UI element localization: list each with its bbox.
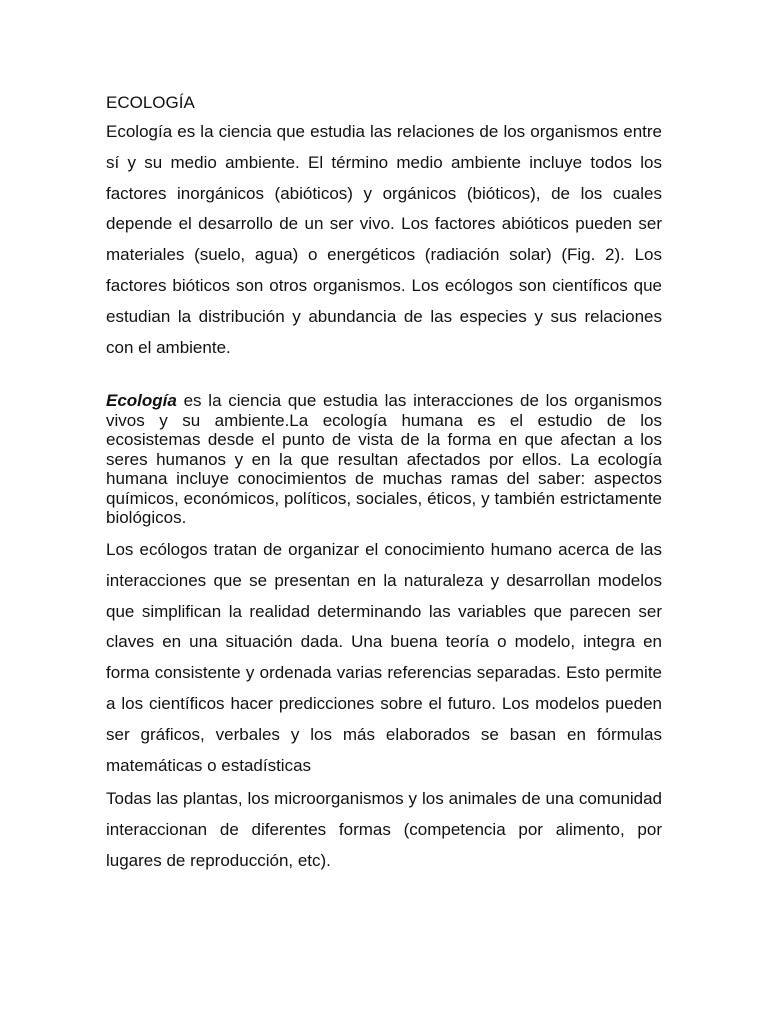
paragraph-community-interactions xyxy=(106,784,662,876)
document-title: ECOLOGÍA xyxy=(106,93,195,112)
paragraph-text: Ecología es la ciencia que estudia las relaciones de los organismos entre sí y su medio ambiente. El término medio ambiente incluye todos los factores inorgánicos (abióticos) y orgánicos (bióticos), de los cuales depende el desarrollo de un ser vivo. Los factores abióticos pueden ser materiales (suelo, agua) o energéticos (radiación solar) (Fig. 2). Los factores bióticos son otros organismos. Los ecólogos son científicos que estudian la distribución y abundancia de las especies y sus relaciones con el ambiente. xyxy=(106,122,662,357)
paragraph-text xyxy=(106,391,662,528)
paragraph-text: Todas las plantas, los microorganismos y los animales de una comunidad interaccionan de diferentes formas (competencia por alimento, por lugares de reproducción, etc). xyxy=(106,789,662,870)
paragraph-ecologists-models xyxy=(106,535,662,781)
bold-term: Ecología xyxy=(106,391,177,410)
paragraph-text: Los ecólogos tratan de organizar el conocimiento humano acerca de las interacciones que se presentan en la naturaleza y desarrollan modelos que simplifican la realidad determinando las variables que parecen ser claves en una situación dada. Una buena teoría o modelo, integra en forma consistente y ordenada varias referencias separadas. Esto permite a los científicos hacer predicciones sobre el futuro. Los modelos pueden ser gráficos, verbales y los más elaborados se basan en fórmulas matemáticas o estadísticas xyxy=(106,540,662,775)
paragraph-human-ecology xyxy=(106,391,662,528)
paragraph-ecology-definition xyxy=(106,117,662,363)
paragraph-body: es la ciencia que estudia las interacciones de los organismos vivos y su ambiente.La ecología humana es el estudio de los ecosistemas desde el punto de vista de la forma en que afectan a los seres humanos y en la que resultan afectados por ellos. La ecología humana incluye conocimientos de muchas ramas del saber: aspectos químicos, económicos, políticos, sociales, éticos, y también estrictamente biológicos. xyxy=(106,391,662,527)
